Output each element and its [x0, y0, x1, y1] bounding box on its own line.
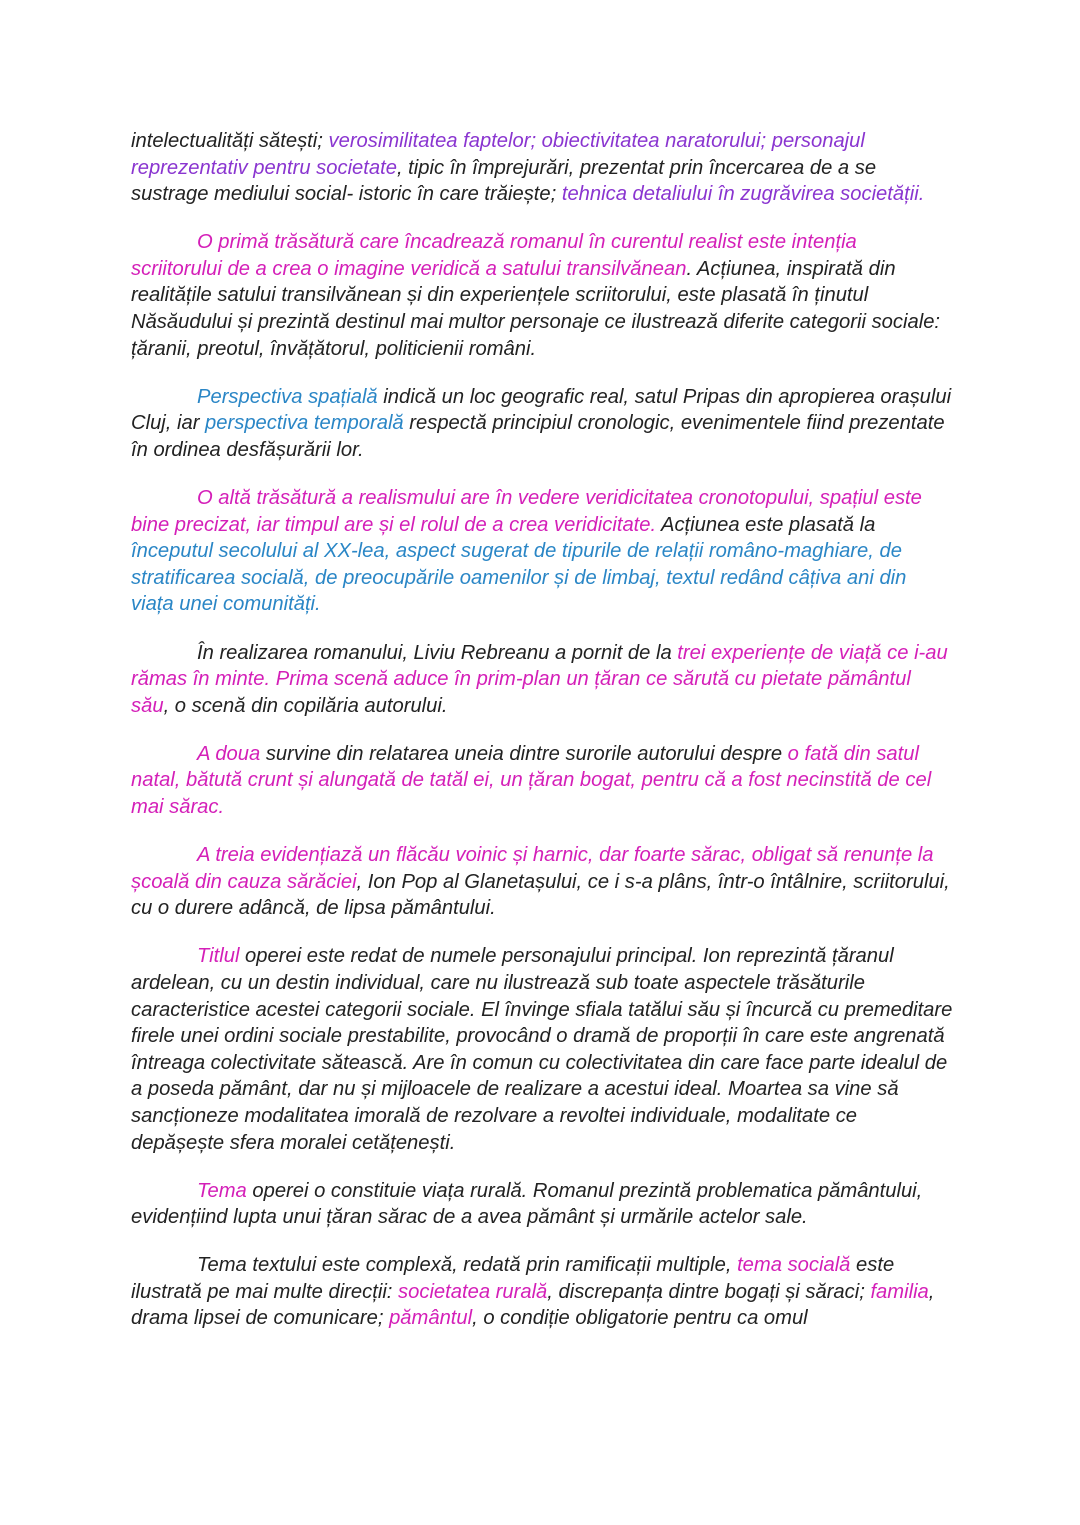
highlight-span: A doua: [197, 742, 261, 765]
text-span: operei este redat de numele personajului principal. Ion reprezintă țăranul ardelean, cu un destin individual, care nu ilustrează sub toate aspectele trăsăturile caracteristice acestei categorii sociale. El învinge sfiala tatălui său și încurcă cu premeditare firele unei ordini sociale prestabilite, provocând o dramă de proporții în care este angrenată întreaga colectivitate sătească. Are în comun cu colectivitatea din care face parte idealul de a poseda pământ, dar nu și mijloacele de realizare a acestui ideal. Moartea sa vine să sancționeze modalitatea imorală de rezolvare a revoltei individuale, modalitate ce depășește sfera moralei cetățenești.: [131, 945, 953, 1154]
highlight-span: O altă trăsătură a realismului are în vedere veridicitatea cronotopului, spațiul este bine precizat, iar timpul are și el rolul de a crea veridicitate.: [131, 487, 922, 536]
text-span: Acțiunea este plasată la: [656, 513, 876, 536]
highlight-span: O primă trăsătură care încadrează romanul în curentul realist este intenția scriitorului de a crea o imagine veridică a satului transilvănean: [131, 231, 857, 280]
highlight-span: societatea rurală: [398, 1280, 548, 1303]
text-span: operei o constituie viața rurală. Romanul prezintă problematica pământului, evidențiind lupta unui țăran sărac de a avea pământ și urmările actelor sale.: [131, 1179, 923, 1229]
highlight-span: Tema: [197, 1179, 247, 1202]
text-span: , discrepanța dintre bogați și săraci;: [547, 1280, 871, 1303]
text-span: , o scenă din copilăria autorului.: [163, 694, 448, 717]
highlight-span: pământul: [389, 1307, 473, 1330]
paragraph-6: [131, 741, 953, 821]
text-span: indică un loc geografic real, satul Pripas din apropierea orașului Cluj, iar: [131, 385, 952, 435]
text-span: , drama lipsei de comunicare;: [131, 1280, 935, 1330]
highlight-span: familia: [870, 1280, 929, 1303]
text-span: intelectualități sătești;: [131, 130, 329, 152]
paragraph-5: [131, 640, 953, 720]
text-span: Tema textului este complexă, redată prin ramificații multiple,: [197, 1254, 738, 1277]
highlight-span: perspectiva temporală: [205, 412, 404, 435]
paragraph-7: [131, 842, 953, 922]
paragraph-9: [131, 1178, 953, 1231]
paragraph-2: [131, 229, 953, 362]
highlight-span: o fată din satul natal, bătută crunt și alungată de tatăl ei, un țăran bogat, pentru că a fost necinstită de cel mai sărac.: [131, 742, 932, 818]
highlight-span: Titlul: [197, 945, 240, 968]
text-span: , tipic în împrejurări, prezentat prin încercarea de a se sustrage mediului social- istoric în care trăiește;: [131, 156, 877, 206]
paragraph-4: [131, 485, 953, 618]
text-span: respectă principiul cronologic, evenimentele fiind prezentate în ordinea desfășurării lor.: [131, 412, 945, 461]
text-span: În realizarea romanului, Liviu Rebreanu a pornit de la: [197, 641, 678, 664]
text-span: survine din relatarea uneia dintre surorile autorului despre: [260, 742, 788, 765]
highlight-span: verosimilitatea faptelor; obiectivitatea naratorului; personajul reprezentativ pentru societate: [131, 130, 865, 179]
text-span: , Ion Pop al Glanetașului, ce i s-a plâns, într-o întâlnire, scriitorului, cu o durere adâncă, de lipsa pământului.: [131, 870, 950, 920]
highlight-span: tema socială: [737, 1254, 851, 1277]
text-span: . Acțiunea, inspirată din realitățile satului transilvănean și din experiențele scriitorului, este plasată în ținutul Năsăudului și prezintă destinul mai multor personaje ce ilustrează diferite categorii sociale: țăranii, preotul, învățătorul, politicienii români.: [131, 257, 941, 360]
document-page: [131, 128, 953, 1354]
highlight-span: Perspectiva spațială: [197, 385, 378, 408]
text-span: este ilustrată pe mai multe direcții:: [131, 1254, 895, 1303]
paragraph-3: [131, 384, 953, 464]
text-span: , o condiție obligatorie pentru ca omul: [472, 1307, 808, 1330]
highlight-span: tehnica detaliului în zugrăvirea societății.: [561, 183, 925, 206]
highlight-span: începutul secolului al XX-lea, aspect sugerat de tipurile de relații româno-maghiare, de stratificarea socială, de preocupările oamenilor și de limbaj, textul redând câțiva ani din viața unei comunități.: [131, 540, 907, 616]
paragraph-10: [131, 1252, 953, 1332]
highlight-span: trei experiențe de viață ce i-au rămas în minte. Prima scenă aduce în prim-plan un țăran ce sărută cu pietate pământul său: [131, 641, 948, 717]
highlight-span: A treia evidențiază un flăcău voinic și harnic, dar foarte sărac, obligat să renunțe la școală din cauza sărăciei: [131, 844, 934, 893]
paragraph-1: [131, 128, 953, 208]
paragraph-8: [131, 943, 953, 1156]
